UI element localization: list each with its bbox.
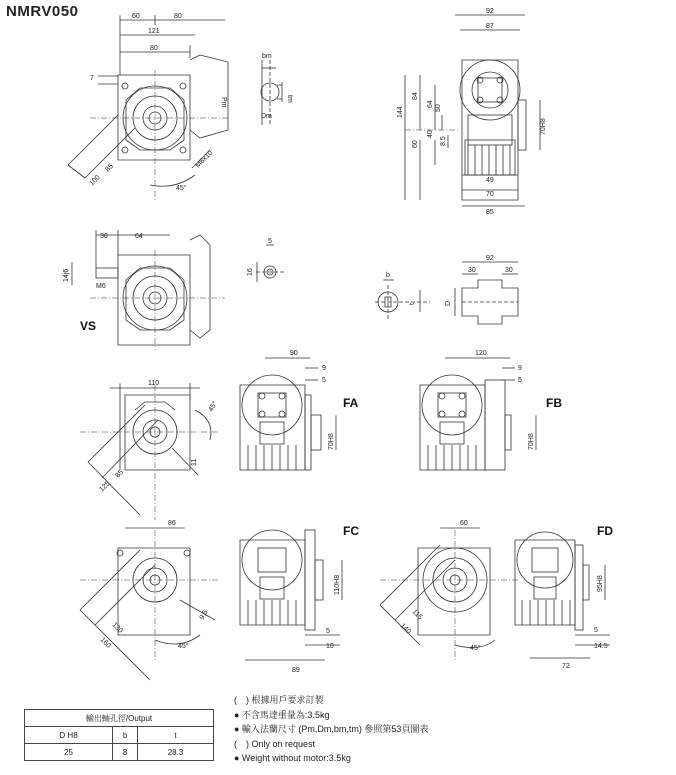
dim-main-80b: 80 [150,45,158,52]
dim-fld-45deg: 45° [470,645,481,652]
dim-shaft-92: 92 [486,255,494,262]
dim-flc-9-5: 9.5 [198,609,210,621]
dim-fla-45deg: 45° [207,400,220,413]
label-fc: FC [343,524,359,538]
shaft-detail [375,262,518,324]
main-front-view [68,15,230,200]
output-cell-t: 28.3 [138,744,214,761]
dim-main-7: 7 [90,75,94,82]
page-title: NMRV050 [6,3,79,20]
note-line: ● 不含馬達重量為:3.5kg [234,709,330,720]
dim-fc-89: 89 [292,667,300,674]
dim-shaft-b: b [386,272,390,279]
dim-fd-14-5: 14.5 [594,643,608,650]
dim-side-87: 87 [486,23,494,30]
dim-shaft-30b: 30 [505,267,513,274]
dim-side-50: 50 [435,104,442,112]
note-line: ● Weight without motor:3.5kg [234,753,351,763]
dim-fa-90: 90 [290,350,298,357]
dim-flc-130: 130 [110,621,124,635]
output-table [24,709,214,761]
dim-fa-9: 9 [322,365,326,372]
note-line: ● 輸入法蘭尺寸 (Pm,Dm,bm,tm) 參照第53頁圖表 [234,724,429,734]
dim-side-70: 70 [486,191,494,198]
dim-main-60: 60 [132,13,140,20]
label-vs: VS [80,319,97,333]
dim-side-40: 40 [427,130,434,138]
output-header-t: t [138,727,214,744]
dim-side-8-5: 8.5 [440,136,447,146]
dim-main-m8x10: M8x10 [194,149,215,170]
dim-fc-10: 10 [326,643,334,650]
fc-view [240,530,342,660]
dim-key-bm: bm [262,53,272,60]
dim-fd-5: 5 [594,627,598,634]
dim-side-84: 84 [412,92,419,100]
dim-fla-125: 125 [98,480,112,494]
fd-view [515,532,610,658]
label-fa: FA [343,396,359,410]
dim-main-80: 80 [174,13,182,20]
dim-fla-11: 11 [191,458,198,466]
output-header-b: b [113,727,138,744]
dim-fld-140: 140 [398,622,412,636]
dim-side-64: 64 [427,100,434,108]
dim-vs-30: 30 [100,233,108,240]
dim-main-100: 100 [88,174,102,188]
output-cell-d: 25 [25,744,113,761]
dim-fd-72: 72 [562,663,570,670]
label-fd: FD [597,524,613,538]
dim-fa-70h8: 70H8 [328,433,335,450]
dim-vs-64: 64 [135,233,143,240]
dim-main-pm: Pm [220,97,227,108]
dim-fb-5: 5 [518,377,522,384]
dim-vs-14j6: 14j6 [63,268,70,282]
dim-main-85: 85 [104,162,115,174]
vs-key-detail [256,245,285,282]
fa-view [240,358,336,470]
dim-flc-160: 160 [98,636,112,650]
output-cell-b: 8 [113,744,138,761]
dim-flc-86: 86 [168,520,176,527]
dim-shaft-30a: 30 [468,267,476,274]
output-header-dh8: D H8 [25,727,113,744]
dim-vskey-16: 16 [247,268,254,276]
dim-fd-95h8: 95H8 [597,575,604,592]
dim-vs-m6: M6 [96,283,106,290]
dim-side-85: 85 [486,209,494,216]
dim-fa-5: 5 [322,377,326,384]
main-side-view [405,15,540,206]
dim-side-49: 49 [486,177,494,184]
label-fb: FB [546,396,562,410]
dim-side-70h8: 70H8 [540,118,547,135]
dim-fla-85: 85 [114,468,125,480]
dim-fc-110h8: 110H8 [334,574,341,595]
flange-c-view [80,528,220,680]
dim-vskey-5: 5 [268,238,272,245]
dim-fld-60: 60 [460,520,468,527]
dim-fld-115: 115 [410,608,424,622]
note-line: ( ) Only on request [234,738,316,749]
table-row [25,744,214,761]
output-table-caption: 輸出軸孔徑/Output [25,710,214,727]
dim-side-92: 92 [486,8,494,15]
dim-shaft-t: t [409,303,416,305]
note-line: ( ) 根據用戶要求訂製 [234,695,324,705]
dim-fb-9: 9 [518,365,522,372]
dim-main-45deg: 45° [176,185,187,192]
dim-main-121: 121 [148,28,160,35]
dim-side-60: 60 [412,140,419,148]
dim-shaft-d: D [445,300,452,306]
dim-fla-110: 110 [148,380,160,387]
dim-flc-45deg: 45° [178,643,189,650]
fb-view [420,358,536,470]
dim-key-dm: Dm [261,113,272,120]
flange-a-view [80,383,220,520]
dim-key-tm: tm [286,95,293,103]
dim-side-144: 144 [397,106,404,118]
flange-d-view [380,528,520,660]
dim-fc-5: 5 [326,628,330,635]
dim-fb-70h8: 70H8 [528,433,535,450]
dim-fb-120: 120 [475,350,487,357]
notes [234,693,428,766]
